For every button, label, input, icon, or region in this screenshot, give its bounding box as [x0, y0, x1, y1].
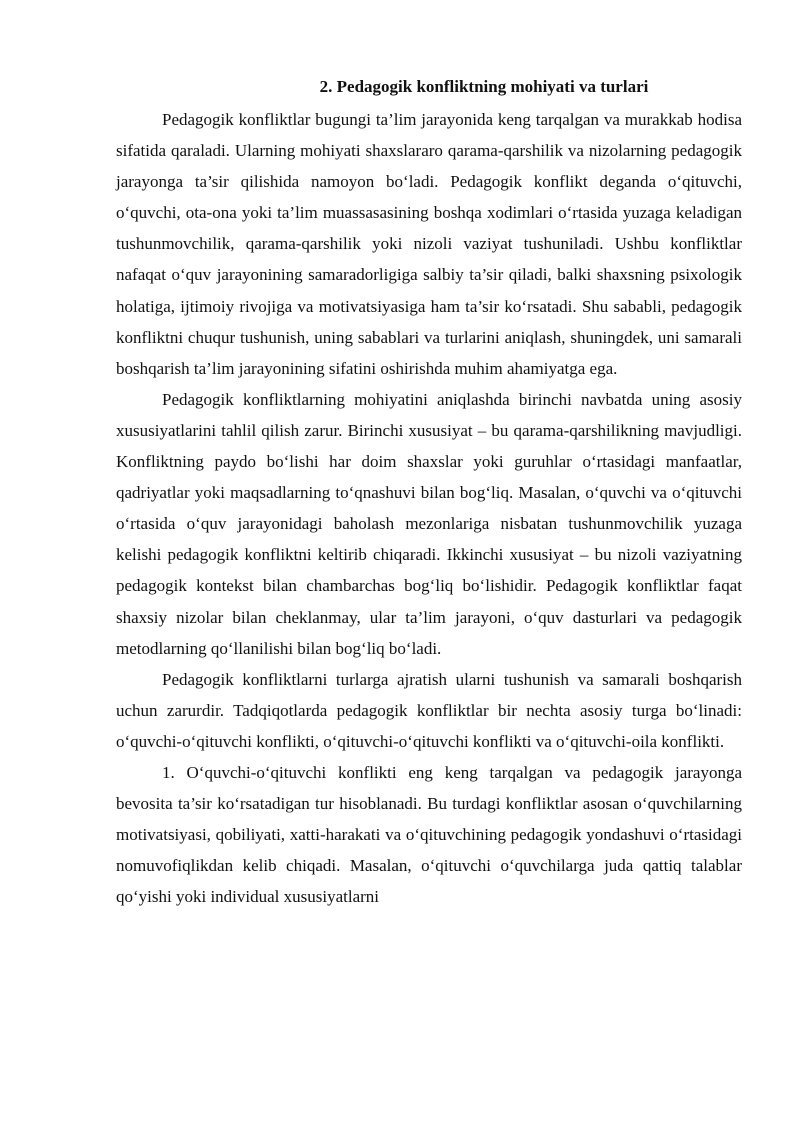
- paragraph-1: Pedagogik konfliktlar bugungi ta’lim jarayonida keng tarqalgan va murakkab hodisa sifatida qaraladi. Ularning mohiyati shaxslararo qarama-qarshilik va nizolarning pedagogik jarayonga ta’sir qilishida namoyon bo‘ladi. Pedagogik konflikt deganda o‘qituvchi, o‘quvchi, ota-ona yoki ta’lim muassasasining boshqa xodimlari o‘rtasida yuzaga keladigan tushunmovchilik, qarama-qarshilik yoki nizoli vaziyat tushuniladi. Ushbu konfliktlar nafaqat o‘quv jarayonining samaradorligiga salbiy ta’sir qiladi, balki shaxsning psixologik holatiga, ijtimoiy rivojiga va motivatsiyasiga ham ta’sir ko‘rsatadi. Shu sababli, pedagogik konfliktni chuqur tushunish, uning sabablari va turlarini aniqlash, shuningdek, uni samarali boshqarish ta’lim jarayonining sifatini oshirishda muhim ahamiyatga ega.: [116, 110, 742, 378]
- document-page: [116, 72, 742, 912]
- paragraph-3: Pedagogik konfliktlarni turlarga ajratish ularni tushunish va samarali boshqarish uchun zarurdir. Tadqiqotlarda pedagogik konfliktlar bir nechta asosiy turga bo‘linadi: o‘quvchi-o‘qituvchi konflikti, o‘qituvchi-o‘qituvchi konflikti va o‘qituvchi-oila konflikti.: [116, 669, 742, 751]
- section-title: 2. Pedagogik konfliktning mohiyati va turlari: [319, 77, 649, 96]
- paragraph-2: Pedagogik konfliktlarning mohiyatini aniqlashda birinchi navbatda uning asosiy xususiyatlarini tahlil qilish zarur. Birinchi xususiyat – bu qarama-qarshilikning mavjudligi. Konfliktning paydo bo‘lishi har doim shaxslar yoki guruhlar o‘rtasidagi manfaatlar, qadriyatlar yoki maqsadlarning to‘qnashuvi bilan bog‘liq. Masalan, o‘quvchi va o‘qituvchi o‘rtasida o‘quv jarayonidagi baholash mezonlariga nisbatan tushunmovchilik yuzaga kelishi pedagogik konfliktni keltirib chiqaradi. Ikkinchi xususiyat – bu nizoli vaziyatning pedagogik kontekst bilan chambarchas bog‘liq bo‘lishidir. Pedagogik konfliktlar faqat shaxsiy nizolar bilan cheklanmay, ular ta’lim jarayoni, o‘quv dasturlari va pedagogik metodlarning qo‘llanilishi bilan bog‘liq bo‘ladi.: [116, 389, 742, 658]
- paragraph-4: 1. O‘quvchi-o‘qituvchi konflikti eng keng tarqalgan va pedagogik jarayonga bevosita ta’sir ko‘rsatadigan tur hisoblanadi. Bu turdagi konfliktlar asosan o‘quvchilarning motivatsiyasi, qobiliyati, xatti-harakati va o‘qituvchining pedagogik yondashuvi o‘rtasidagi nomuvofiqlikdan kelib chiqadi. Masalan, o‘qituvchi o‘quvchilarga juda qattiq talablar qo‘yishi yoki individual xususiyatlarni: [116, 762, 742, 907]
